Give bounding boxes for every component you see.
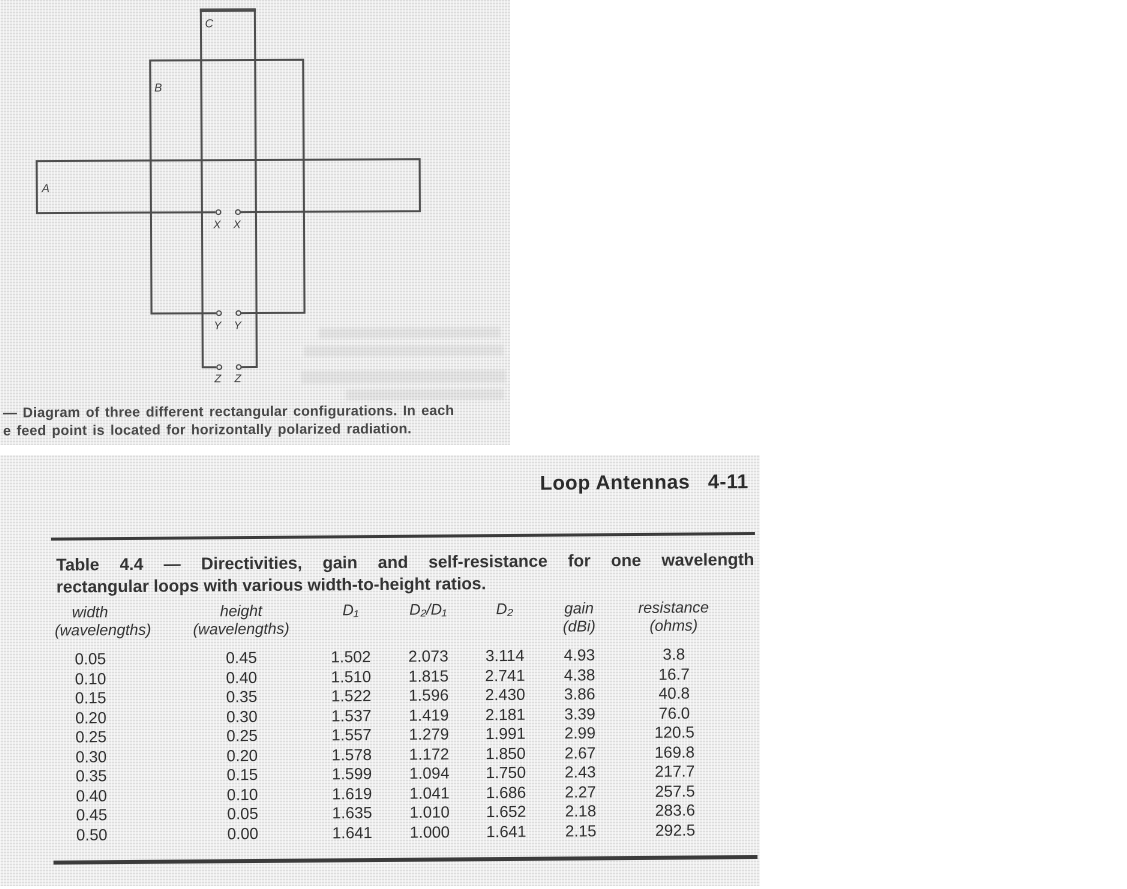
table-cell: 1.578	[298, 746, 391, 766]
table-cell: 0.30	[166, 708, 297, 729]
column-header-label: D₂/D₁	[389, 601, 466, 620]
feed-label-y: Y	[214, 320, 222, 332]
table-cell: 1.635	[298, 805, 391, 825]
table-cell: 3.114	[467, 648, 543, 668]
feed-label-z: Z	[213, 373, 222, 385]
figure-caption-line1: — Diagram of three different rectangular configurations. In each	[3, 402, 509, 422]
table-cell: 0.50	[56, 826, 167, 846]
page-header-section: Loop Antennas	[540, 472, 690, 495]
scanned-table-block	[0, 455, 760, 886]
column-header-units: (wavelengths)	[186, 621, 297, 640]
table-cell: 1.850	[468, 745, 544, 765]
column-header-label: resistance	[625, 599, 721, 618]
table-cell: 1.641	[468, 823, 544, 843]
table-cell: 0.40	[166, 669, 297, 690]
table-cell: 1.557	[297, 727, 390, 747]
table-cell: 1.599	[298, 766, 391, 786]
table-cell: 1.619	[298, 785, 391, 805]
table-cell: 1.750	[468, 765, 544, 785]
table-header-row	[54, 599, 754, 640]
column-header-label: D₂	[466, 601, 542, 620]
feed-label-x: X	[232, 219, 241, 231]
page-header-number: 4-11	[708, 471, 749, 493]
table-cell: 2.073	[390, 648, 467, 668]
loop-configurations-diagram	[0, 0, 511, 399]
feed-terminal	[217, 365, 222, 370]
table-cell: 0.25	[166, 728, 297, 749]
table-cell: 2.43	[544, 764, 627, 784]
feed-terminal	[236, 210, 241, 215]
scanned-figure-block	[0, 0, 510, 445]
table-cell: 0.45	[166, 650, 297, 671]
table-cell: 2.430	[467, 687, 543, 707]
table-cell: 169.8	[627, 744, 756, 765]
table-cell: 4.93	[543, 647, 626, 667]
table-title-line1: Table 4.4 — Directivities, gain and self-resistance for one wavelength	[56, 549, 754, 576]
column-header-label: height	[185, 603, 296, 622]
table-cell: 1.537	[297, 707, 390, 727]
table-top-rule	[51, 532, 755, 541]
table-cell: 0.40	[56, 787, 167, 807]
loop-c-label: C	[205, 18, 214, 30]
table-cell: 2.181	[467, 706, 543, 726]
table-cell: 2.15	[544, 823, 627, 843]
table-cell: 292.5	[627, 822, 756, 843]
table-cell: 1.094	[391, 765, 468, 785]
column-header	[165, 603, 296, 640]
table-cell: 1.652	[468, 804, 544, 824]
column-header	[296, 602, 389, 639]
table-cell: 3.39	[543, 706, 626, 726]
feed-terminal	[217, 311, 222, 316]
table-cell: 1.419	[390, 707, 467, 727]
table-cell: 0.35	[56, 768, 167, 788]
table-cell: 1.641	[298, 824, 391, 844]
table-cell: 0.35	[166, 689, 297, 710]
table-cell: 0.10	[167, 786, 298, 807]
loop-b-outline	[150, 60, 304, 314]
table-cell: 2.67	[544, 745, 627, 765]
table-cell: 1.279	[390, 726, 467, 746]
table-cell: 0.20	[55, 709, 166, 729]
table-cell: 76.0	[626, 705, 755, 726]
column-header	[625, 599, 754, 636]
table-cell: 0.15	[55, 690, 166, 710]
table-bottom-rule	[53, 855, 757, 865]
table-cell: 1.686	[468, 784, 544, 804]
table-title-line2: rectangular loops with various width-to-height ratios.	[56, 571, 754, 598]
table-cell: 1.510	[297, 668, 390, 688]
loop-a-label: A	[41, 183, 50, 195]
table-body	[55, 646, 757, 846]
feed-terminal	[216, 210, 221, 215]
feed-label-x: X	[212, 219, 221, 231]
feed-terminal	[236, 365, 241, 370]
table-cell: 257.5	[627, 783, 756, 804]
table-cell: 1.596	[390, 687, 467, 707]
loop-b-label: B	[154, 82, 162, 94]
table-cell: 283.6	[627, 802, 756, 823]
feed-label-y: Y	[234, 320, 242, 332]
table-cell: 1.000	[391, 824, 468, 844]
column-header	[389, 601, 466, 638]
table-cell: 0.00	[167, 825, 298, 846]
table-cell: 4.38	[543, 667, 626, 687]
table-cell: 1.522	[297, 688, 390, 708]
table-cell: 1.041	[391, 785, 468, 805]
figure-caption	[3, 402, 509, 440]
table-title	[56, 549, 754, 598]
column-header-units: (ohms)	[626, 617, 722, 636]
table-cell: 0.20	[167, 747, 298, 768]
table-cell: 0.30	[56, 748, 167, 768]
table-cell: 1.010	[391, 804, 468, 824]
column-header-label: D₁	[311, 602, 389, 621]
feed-terminal	[236, 311, 241, 316]
table-cell: 40.8	[626, 685, 755, 706]
table-cell: 3.86	[543, 686, 626, 706]
table-cell: 2.99	[543, 725, 626, 745]
table-cell: 2.18	[544, 803, 627, 823]
feed-label-z: Z	[233, 373, 242, 385]
loop-a-outline	[37, 159, 420, 213]
page-header	[0, 471, 749, 500]
table-cell: 0.05	[55, 651, 166, 671]
figure-caption-line2: e feed point is located for horizontally polarized radiation.	[3, 419, 509, 439]
column-header-label: width	[54, 604, 125, 623]
column-header-units: (wavelengths)	[55, 622, 126, 641]
table-cell: 217.7	[627, 763, 756, 784]
table-cell: 120.5	[626, 724, 755, 745]
column-header	[466, 601, 542, 638]
table-cell: 2.27	[544, 784, 627, 804]
table-cell: 0.10	[55, 670, 166, 690]
table-cell: 1.172	[391, 746, 468, 766]
table-cell: 0.45	[56, 807, 167, 827]
table-cell: 16.7	[626, 666, 755, 687]
table-cell: 1.502	[297, 649, 390, 669]
column-header-units: (dBi)	[543, 618, 616, 637]
table-cell: 1.815	[390, 668, 467, 688]
table-row	[56, 822, 756, 847]
table-cell: 0.05	[167, 806, 298, 827]
column-header-label: gain	[542, 600, 615, 619]
column-header	[54, 604, 165, 641]
table-cell: 2.741	[467, 667, 543, 687]
table-cell: 0.15	[167, 767, 298, 788]
table-cell: 3.8	[626, 646, 755, 667]
column-header	[542, 600, 625, 637]
table-cell: 1.991	[467, 726, 543, 746]
table-cell: 0.25	[55, 729, 166, 749]
